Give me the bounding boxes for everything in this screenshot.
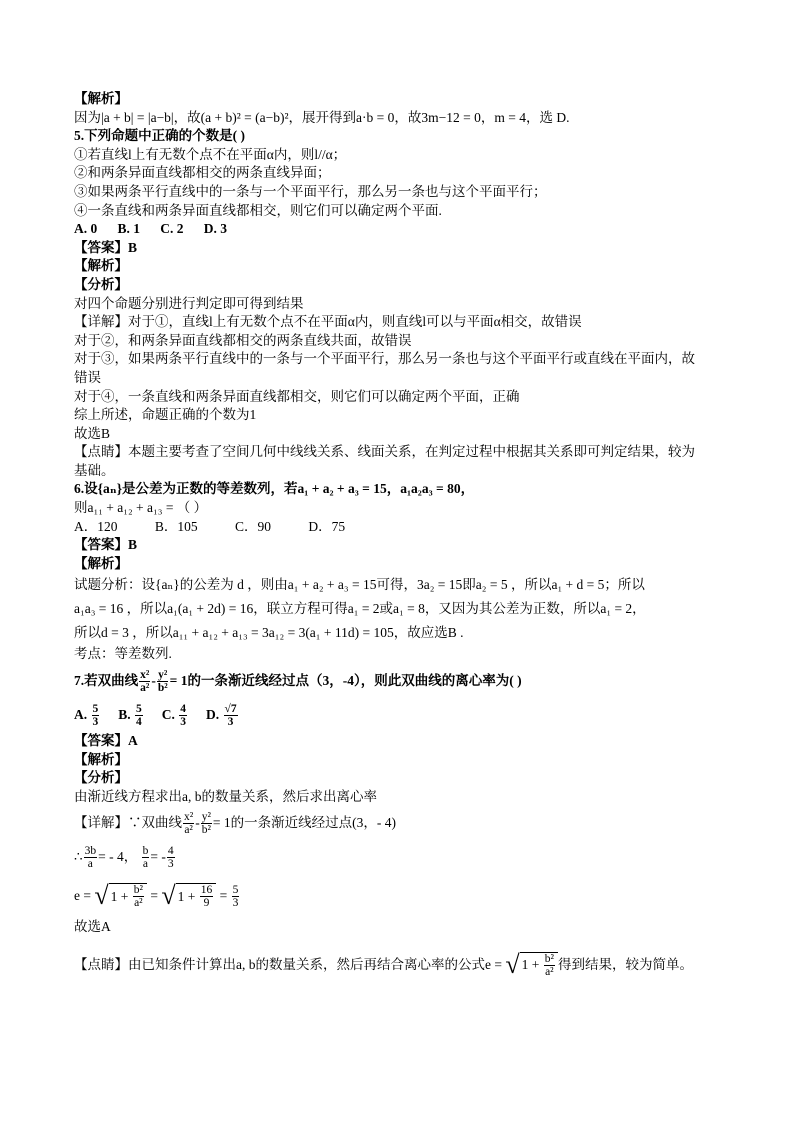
q5-options: A. 0 B. 1 C. 2 D. 3 <box>74 221 228 237</box>
analysis-heading: 【解析】 <box>74 91 128 106</box>
q6-analysis-heading: 【解析】 <box>74 555 128 571</box>
q7-detail-suffix: 的一条渐近线经过点(3，- 4) <box>230 815 397 831</box>
q6-solution-1: 试题分析：设{aₙ}的公差为 d ，则由a₁ + a₂ + a₃ = 15可得，3a₂ = 15即a₂ = 5 ，所以a₁ + d = 5；所以 <box>74 577 645 593</box>
q7-comment: 【点睛】由已知条件计算出a, b的数量关系，然后再结合离心率的公式e = √ 1 + $\frac{\text{b²}}{\text{a²}}$ 得到结果，较为简单。 <box>74 950 693 979</box>
question-5: 5.下列命题中正确的个数是( ) <box>74 128 245 144</box>
question-6-line-2: 则a₁₁ + a₁₂ + a₁₃ = （ ） <box>74 500 208 516</box>
q7-frac-y: $\frac{\text{y²}}{\text{b²}}$ <box>157 668 168 694</box>
q7-formula-eccentricity: e = √ 1 + $\frac{\text{b²}}{\text{a²}}$ = √ 1 + $\frac{16}{9}$ = $\frac{5}{3}$ <box>74 881 239 911</box>
q7-analysis-heading: 【解析】 <box>74 751 128 767</box>
q5-answer: 【答案】B <box>74 239 138 255</box>
q6-solution-2: a₁a₃ = 16 ，所以a₁(a₁ + 2d) = 16，联立方程可得a₁ = 2或a₁ = 8，又因为其公差为正数，所以a₁ = 2， <box>74 601 646 617</box>
q7-choose: 故选A <box>74 919 111 935</box>
q5-statement-4: ④一条直线和两条异面直线都相交，则它们可以确定两个平面. <box>74 202 442 218</box>
q6-options <box>74 518 724 537</box>
q5-detail-3b: 错误 <box>74 369 101 385</box>
q6-knowledge-point: 考点：等差数列. <box>74 646 172 662</box>
q7-frac-x: $\frac{\text{x²}}{\text{a²}}$ <box>140 668 150 694</box>
q5-statement-3: ③如果两条平行直线中的一条与一个平面平行，那么另一条也与这个平面平行； <box>74 183 547 199</box>
q7-formula-ratio: ∴ $\frac{3b}{a}$ = - 4， $\frac{b}{a}$ = - $\frac{4}{3}$ <box>74 844 174 870</box>
q7-options <box>74 698 724 732</box>
q5-comment-b: 基础。 <box>74 462 115 478</box>
q7-fenxi-heading: 【分析】 <box>74 770 128 786</box>
q5-summary: 综上所述，命题正确的个数为1 <box>74 407 257 423</box>
q7-answer: 【答案】A <box>74 733 138 749</box>
q6-option-b: B．105 <box>154 518 198 534</box>
q5-comment-a: 【点睛】本题主要考查了空间几何中线线关系、线面关系，在判定过程中根据其关系即可判定结果，较为 <box>74 444 695 460</box>
q7-minus: - <box>151 672 156 688</box>
q5-detail-2: 对于②，和两条异面直线都相交的两条直线共面，故错误 <box>74 332 412 348</box>
q7-prefix: 7.若双曲线 <box>74 672 139 688</box>
q6-option-c: C．90 <box>235 518 272 534</box>
question-7 <box>74 664 724 698</box>
q5-statement-1: ①若直线l上有无数个点不在平面α内，则l//α； <box>74 146 347 162</box>
q7-eq: = 1 <box>169 672 188 688</box>
q5-choose: 故选B <box>74 425 111 441</box>
q5-fenxi-text: 对四个命题分别进行判定即可得到结果 <box>74 295 304 311</box>
q7-option-c: C. $\frac{4}{3}$ <box>161 702 187 728</box>
q7-option-a: A. $\frac{5}{3}$ <box>74 702 99 728</box>
q7-detail-prefix: 【详解】∵双曲线 <box>74 815 182 831</box>
q5-detail-4: 对于④，一条直线和两条异面直线都相交，则它们可以确定两个平面，正确 <box>74 388 520 404</box>
q7-option-b: B. $\frac{5}{4}$ <box>118 702 142 728</box>
q7-fenxi-text: 由渐近线方程求出a, b的数量关系，然后求出离心率 <box>74 788 377 804</box>
q5-fenxi-heading: 【分析】 <box>74 276 128 292</box>
q7-suffix: 的一条渐近线经过点（3，-4），则此双曲线的离心率为( ) <box>187 672 522 688</box>
q5-statement-2: ②和两条异面直线都相交的两条直线异面； <box>74 165 331 181</box>
document-page <box>74 90 724 987</box>
q6-option-d: D．75 <box>308 518 346 534</box>
q7-detail-line: 【详解】∵双曲线 $\frac{\text{x²}}{\text{a²}}$ - $\frac{\text{y²}}{\text{b²}}$ = 1 的一条渐近线经过点(3，- 4) <box>74 810 397 836</box>
prev-solution-line: 因为|a + b| = |a−b|，故(a + b)² = (a−b)²，展开得到a·b = 0，故3m−12 = 0，m = 4，选 D. <box>74 109 570 125</box>
q6-answer: 【答案】B <box>74 537 138 553</box>
q7-option-d: D. $\frac{√7}{3}$ <box>206 702 237 728</box>
q5-analysis-heading: 【解析】 <box>74 258 128 274</box>
q5-detail-3a: 对于③，如果两条平行直线中的一条与一个平面平行，那么另一条也与这个平面平行或直线在平面内，故 <box>74 351 695 367</box>
question-6: 6.设{aₙ}是公差为正数的等差数列，若a₁ + a₂ + a₃ = 15，a₁a₂a₃ = 80， <box>74 481 475 497</box>
q5-detail-1: 【详解】对于①，直线l上有无数个点不在平面α内，则直线l可以与平面α相交，故错误 <box>74 314 582 330</box>
q6-solution-3: 所以d = 3 ，所以a₁₁ + a₁₂ + a₁₃ = 3a₁₂ = 3(a₁ + 11d) = 105，故应选B . <box>74 625 464 641</box>
q6-option-a: A．120 <box>74 518 118 534</box>
